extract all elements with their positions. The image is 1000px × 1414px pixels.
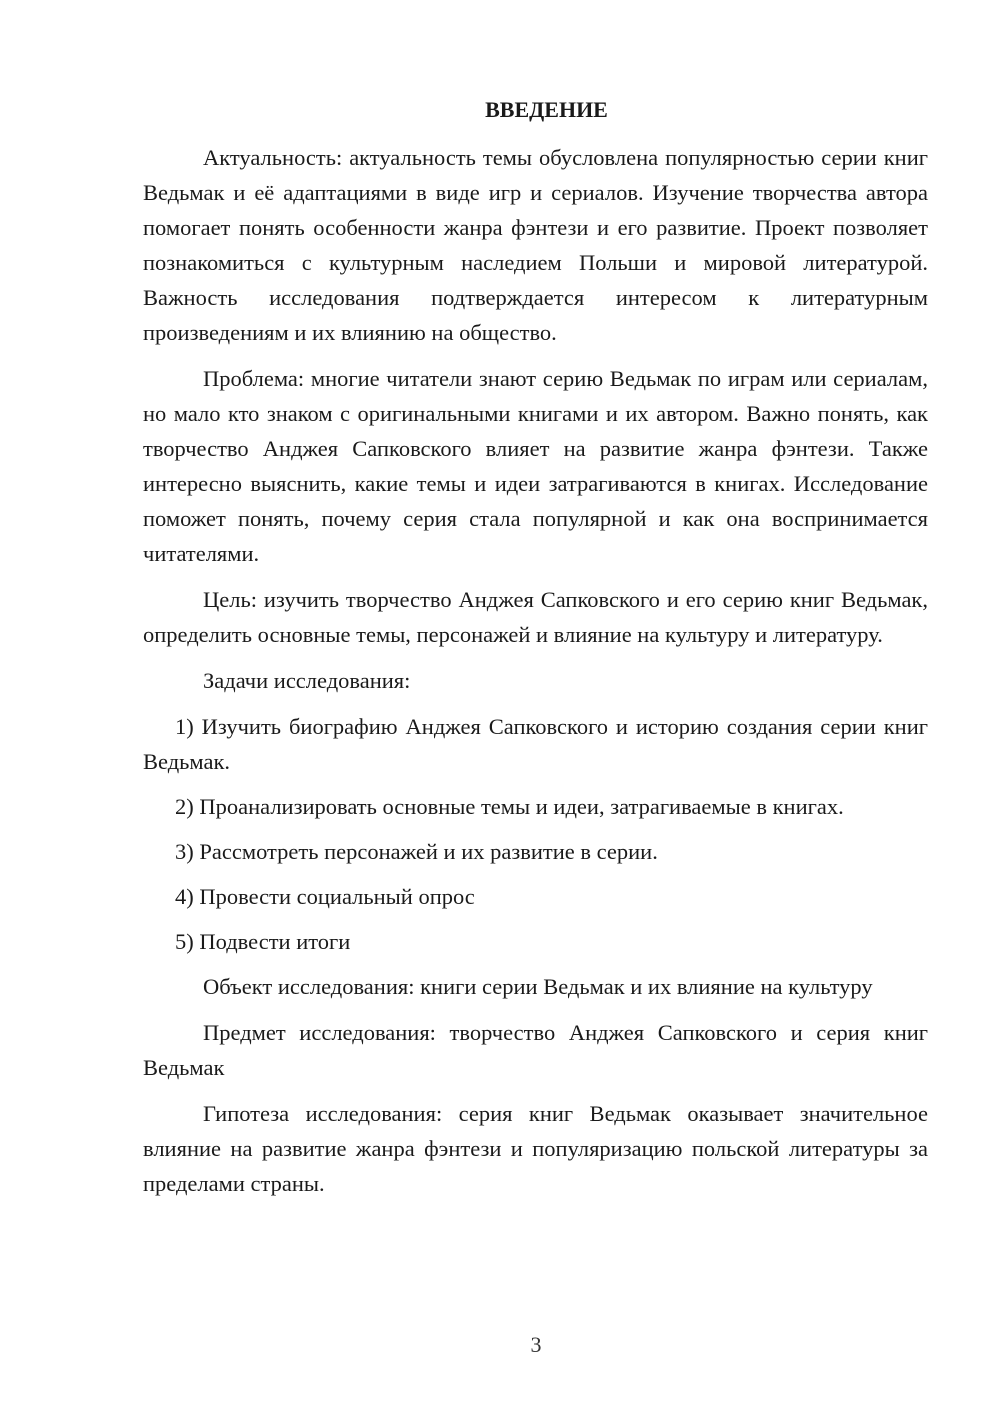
list-item: 3) Рассмотреть персонажей и их развитие в серии. — [175, 839, 658, 864]
page-number: 3 — [530, 1332, 542, 1357]
list-item: 2) Проанализировать основные темы и идеи, затрагиваемые в книгах. — [175, 794, 844, 819]
paragraph-object: Объект исследования: книги серии Ведьмак и их влияние на культуру — [203, 974, 873, 999]
paragraph-subject: Предмет исследования: творчество Анджея Сапковского и серия книг Ведьмак — [143, 1020, 928, 1080]
paragraph-problem: Проблема: многие читатели знают серию Ведьмак по играм или сериалам, но мало кто знаком с оригинальными книгами и их автором. Важно понять, как творчество Анджея Сапковского влияет на развитие жанра фэнтези. Также интересно выяснить, какие темы и идеи затрагиваются в книгах. Исследование поможет понять, почему серия стала популярной и как она воспринимается читателями. — [143, 366, 928, 566]
section-title: ВВЕДЕНИЕ — [485, 97, 608, 122]
tasks-list — [143, 709, 928, 959]
paragraph-hypothesis: Гипотеза исследования: серия книг Ведьмак оказывает значительное влияние на развитие жанра фэнтези и популяризацию польской литературы за пределами страны. — [143, 1101, 928, 1196]
list-item: 1) Изучить биографию Анджея Сапковского и историю создания серии книг Ведьмак. — [143, 714, 928, 774]
document-page — [143, 92, 928, 1212]
list-item: 5) Подвести итоги — [175, 929, 351, 954]
paragraph-relevance: Актуальность: актуальность темы обусловлена популярностью серии книг Ведьмак и её адаптациями в виде игр и сериалов. Изучение творчества автора помогает понять особенности жанра фэнтези и его развитие. Проект позволяет познакомиться с культурным наследием Польши и мировой литературой. Важность исследования подтверждается интересом к литературным произведениям и их влиянию на общество. — [143, 145, 928, 345]
list-item: 4) Провести социальный опрос — [175, 884, 475, 909]
paragraph-tasks-heading: Задачи исследования: — [203, 668, 411, 693]
paragraph-goal: Цель: изучить творчество Анджея Сапковского и его серию книг Ведьмак, определить основные темы, персонажей и влияние на культуру и литературу. — [143, 587, 928, 647]
